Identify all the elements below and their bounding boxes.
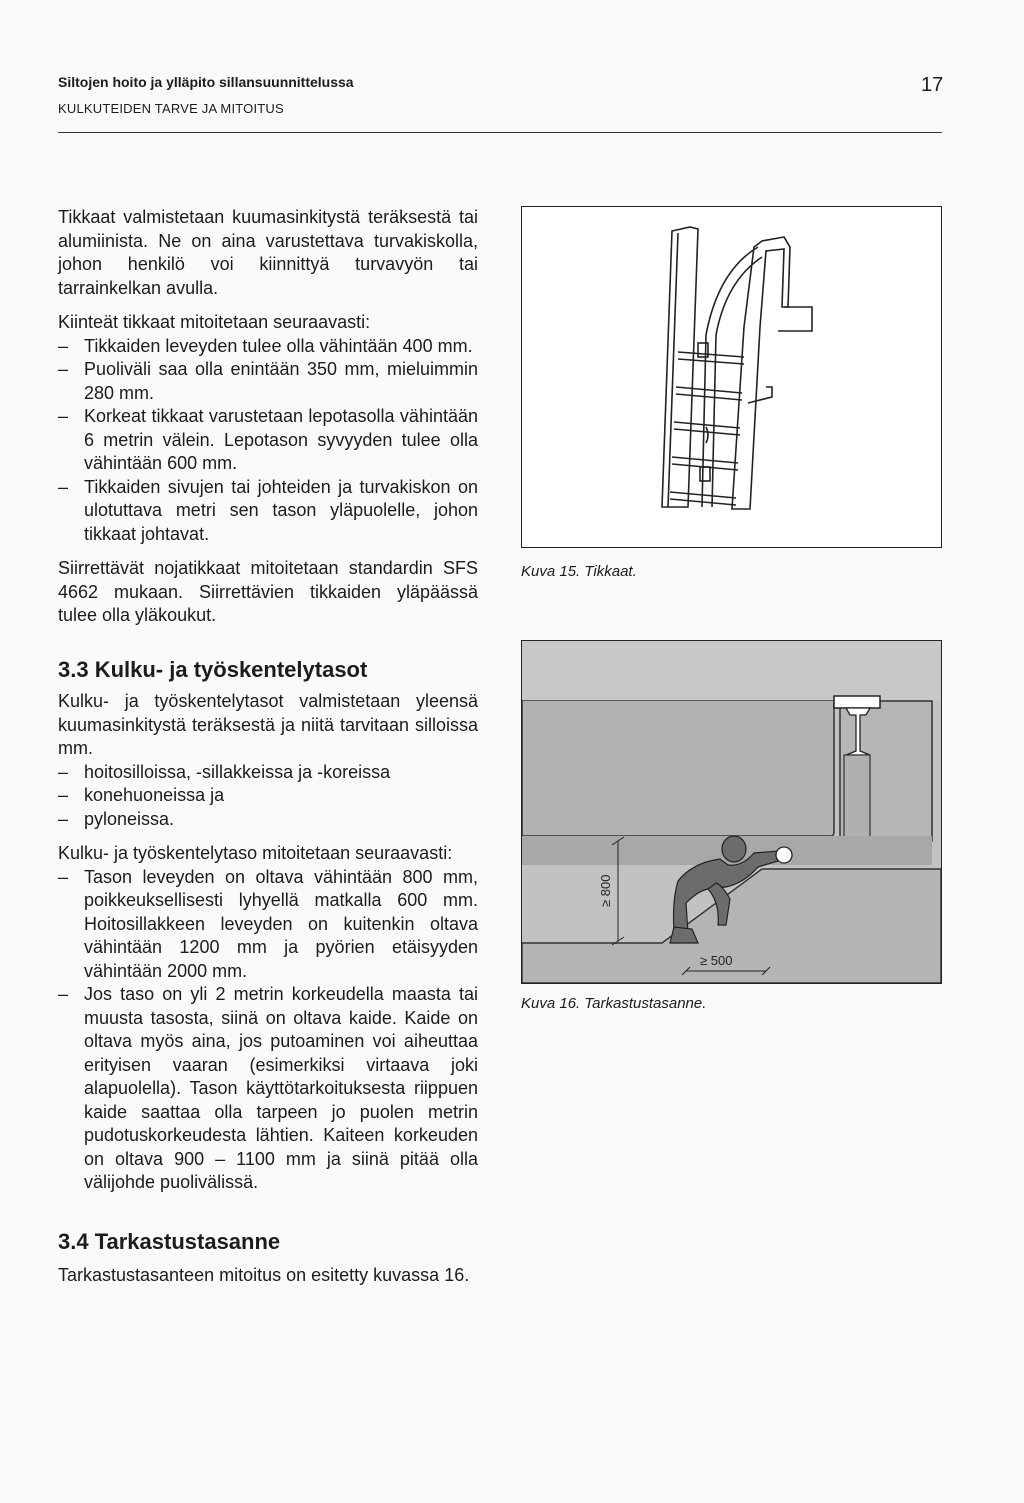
- list-item: – konehuoneissa ja: [58, 785, 225, 805]
- page-number: 17: [921, 74, 944, 96]
- list-item: – Jos taso on yli 2 metrin korkeudella maasta tai muusta tasosta, siinä on oltava kaide. Kaide on oltava myös aina, jos putoaminen voi aiheuttaa erityisen vaaran (esimerkiksi virtaava joki alapuolella). Tason käyttötarkoituksesta riippuen kaide saattaa olla tarpeen jo puolen metrin pudotuskorkeudesta lähtien. Kaiteen korkeuden on oltava 900 – 1100 mm ja siinä pitää olla välijohde puolivälissä.: [58, 984, 478, 1192]
- section-heading: 3.3 Kulku- ja työskentelytasot: [58, 657, 368, 682]
- header-rule: [58, 132, 942, 133]
- figure-15-caption: Kuva 15. Tikkaat.: [521, 563, 637, 580]
- platform-usage-list: [58, 761, 478, 832]
- figure-ladder: [521, 206, 942, 548]
- section-33: [58, 656, 478, 1195]
- list-item: – Tikkaiden leveyden tulee olla vähintään 400 mm.: [58, 335, 473, 356]
- portable-ladder-paragraph: Siirrettävät nojatikkaat mitoitetaan standardin SFS 4662 mukaan. Siirrettävien tikkaiden yläpäässä tulee olla yläkoukut.: [58, 558, 478, 625]
- list-item: – pyloneissa.: [58, 808, 175, 829]
- section-34: [58, 1228, 478, 1288]
- figure-16-caption: Kuva 16. Tarkastustasanne.: [521, 995, 707, 1012]
- running-title: Siltojen hoito ja ylläpito sillansuunnittelussa: [58, 74, 354, 90]
- platform-dimension-intro: Kulku- ja työskentelytaso mitoitetaan seuraavasti:: [58, 843, 453, 863]
- dimension-width: ≥ 500: [700, 953, 733, 968]
- figure-inspection-platform: [521, 640, 942, 984]
- list-item: – Tason leveyden on oltava vähintään 800 mm, poikkeuksellisesti lyhyellä matkalla 600 mm. Hoitosillakkeen leveyden on kuitenkin oltava vähintään 1200 mm ja pyörien etäisyyden vähintään 2000 mm.: [58, 866, 478, 981]
- chapter-title: KULKUTEIDEN TARVE JA MITOITUS: [58, 101, 284, 116]
- ladder-section: [58, 206, 478, 628]
- platform-requirements-list: [58, 866, 478, 1195]
- list-item: – Korkeat tikkaat varustetaan lepotasolla vähintään 6 metrin välein. Lepotason syvyyden tulee olla vähintään 600 mm.: [58, 406, 478, 473]
- dimension-height: ≥ 800: [598, 874, 613, 907]
- ladder-illustration: [522, 207, 941, 547]
- ladder-requirements-list: [58, 335, 478, 547]
- list-item: – hoitosilloissa, -sillakkeissa ja -koreissa: [58, 761, 391, 782]
- platform-paragraph: Kulku- ja työskentelytasot valmistetaan yleensä kuumasinkitystä teräksestä ja niitä tarvitaan silloissa mm.: [58, 691, 478, 758]
- list-item: – Tikkaiden sivujen tai johteiden ja turvakiskon on ulotuttava metri sen tason yläpuolelle, johon tikkaat johtavat.: [58, 476, 478, 544]
- section-heading: 3.4 Tarkastustasanne: [58, 1229, 281, 1254]
- list-item: – Puoliväli saa olla enintään 350 mm, mieluimmin 280 mm.: [58, 359, 478, 403]
- inspection-paragraph: Tarkastustasanteen mitoitus on esitetty kuvassa 16.: [58, 1265, 470, 1285]
- ladder-intro: Kiinteät tikkaat mitoitetaan seuraavasti:: [58, 312, 371, 332]
- inspection-platform-illustration: [522, 641, 941, 983]
- ladder-paragraph: Tikkaat valmistetaan kuumasinkitystä teräksestä tai alumiinista. Ne on aina varustettava turvakiskolla, johon henkilö voi kiinnittyä turvavyön tai tarrainkelkan avulla.: [58, 207, 478, 298]
